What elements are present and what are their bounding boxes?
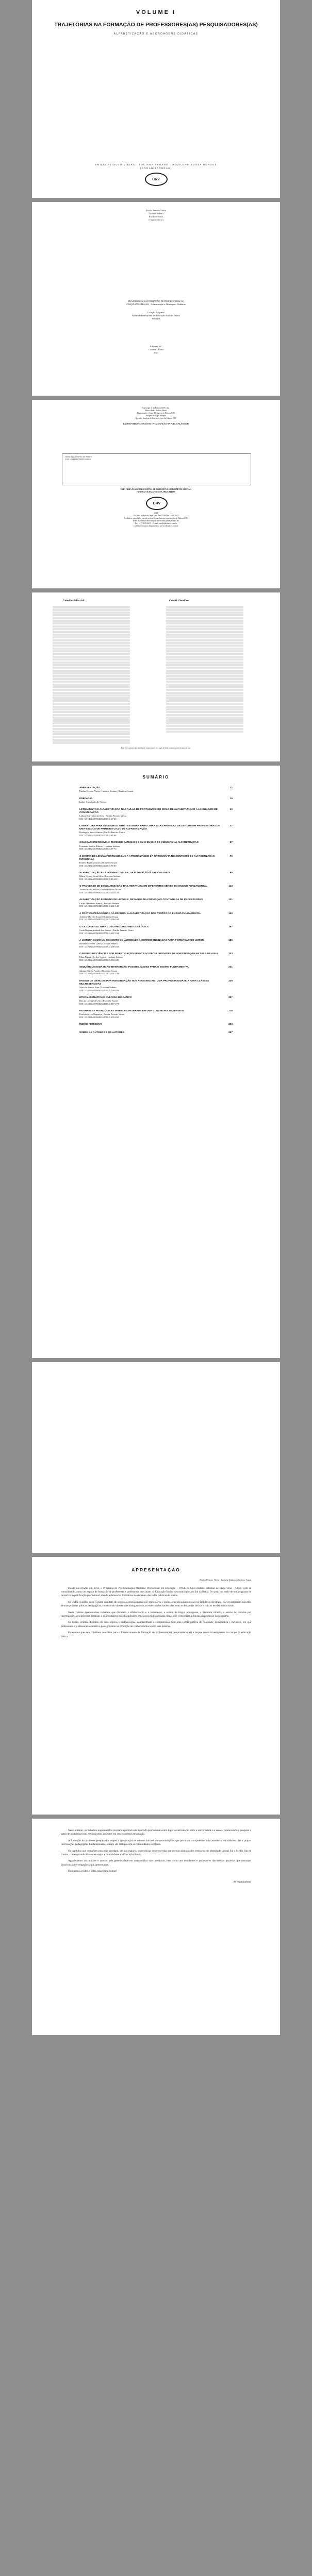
cover-image-line: Imagem da Capa: Freepik bbox=[145, 415, 167, 417]
committee-member bbox=[166, 706, 243, 708]
summary-entry[interactable] bbox=[79, 980, 233, 992]
council-member bbox=[53, 714, 130, 716]
committee-member bbox=[166, 684, 243, 686]
committee-member bbox=[166, 714, 243, 716]
council-member bbox=[53, 667, 130, 669]
council-member bbox=[53, 664, 130, 666]
organizers-role: (Organizadoras) bbox=[149, 218, 163, 221]
council-member bbox=[53, 634, 130, 636]
summary-entry-page: 75 bbox=[229, 855, 233, 858]
summary-entry[interactable] bbox=[79, 808, 233, 820]
book-subtitle: ALFABETIZAÇÃO E ABORDAGENS DIDÁTICAS bbox=[113, 32, 199, 36]
summary-entry-title-row bbox=[79, 980, 233, 986]
council-member bbox=[53, 628, 130, 630]
committee-member bbox=[166, 634, 243, 636]
committee-member bbox=[166, 675, 243, 677]
summary-entry[interactable] bbox=[79, 1023, 233, 1026]
summary-entry-page: 19 bbox=[229, 808, 233, 811]
review-line: Revisão: Analista de Escrita e Artes da Editora CRV bbox=[135, 417, 177, 419]
summary-entry-title: COLEÇÃO EMERGÊNCIA: TECENDO CAMINHOS COM O ENSINO DE CIÊNCIAS NA ALFABETIZAÇÃO bbox=[79, 841, 199, 844]
summary-entry-page: 203 bbox=[228, 953, 233, 956]
committee-member bbox=[166, 670, 243, 672]
volume-label: VOLUME I bbox=[136, 9, 176, 15]
title-block bbox=[32, 300, 280, 320]
editor-line: Editor-chefe: Railson Moura bbox=[144, 410, 168, 412]
summary-entry-doi[interactable]: DOI: 10.24824/978652510000.0.221-238 bbox=[79, 972, 119, 975]
council-member bbox=[53, 722, 130, 724]
summary-entry-title-row bbox=[79, 841, 233, 844]
council-member bbox=[53, 650, 130, 652]
committee-member bbox=[166, 650, 243, 652]
publisher-logo: CRV bbox=[145, 173, 168, 186]
cip-heading: DADOS INTERNACIONAIS DE CATALOGAÇÃO NA PUBLICAÇÃO (CIP) bbox=[123, 423, 189, 425]
committee-member bbox=[166, 656, 243, 658]
committee-member bbox=[166, 731, 243, 733]
title-line: TRAJETÓRIAS NA FORMAÇÃO DE PROFESSORES(AS) bbox=[128, 300, 184, 302]
committee-member bbox=[166, 681, 243, 683]
council-member bbox=[53, 620, 130, 622]
title-page bbox=[32, 202, 280, 396]
copyright-page bbox=[32, 400, 280, 588]
presentation-continued-page bbox=[32, 1819, 280, 2035]
committee-member bbox=[166, 648, 243, 650]
presentation-signature: As organizadoras bbox=[233, 1880, 251, 1884]
digital-notice bbox=[32, 488, 280, 494]
council-member bbox=[53, 672, 130, 674]
council-member bbox=[53, 614, 130, 616]
council-member bbox=[53, 736, 130, 738]
council-member bbox=[53, 719, 130, 721]
legal-line: Todos os direitos desta edição reservados pela Editora CRV bbox=[133, 520, 179, 522]
summary-entry-page: 239 bbox=[228, 979, 233, 982]
summary-entry-page: 257 bbox=[228, 996, 233, 999]
summary-entry-doi[interactable]: DOI: 10.24824/978652510000.0.19-36 bbox=[79, 817, 117, 820]
presentation-authors: Emilia Peixoto Vieira | Luciana Sedano | Rozilene Souza bbox=[200, 1579, 251, 1581]
committee-member bbox=[166, 645, 243, 647]
title-line: PESQUISADORES(AS) - Alfabetização e Abordagens Didáticas bbox=[126, 303, 186, 306]
summary-entry-authors: Patrícia Alves Nogueira | Emilia Peixoto Vieira bbox=[79, 1013, 124, 1016]
council-member bbox=[53, 733, 130, 735]
committee-member bbox=[166, 620, 243, 622]
cover-organizers: EMILIA PEIXOTO VIEIRA · LUCIANA SEDANO · ROZILENE SOUSA BORGES bbox=[95, 163, 217, 166]
council-member bbox=[53, 653, 130, 655]
summary-entry-doi[interactable]: DOI: 10.24824/978652510000.0.37-56 bbox=[79, 834, 117, 837]
paragraph: Os capítulos que compõem esta obra abordam, em sua maioria, experiências desenvolvidas em escolas públicas dos territórios de identidade Litoral Sul e Médio Rio de Contas, contemplando diferentes etapas e modalidades da Educação Básica. bbox=[61, 1849, 251, 1857]
imprint-block bbox=[32, 345, 280, 354]
committee-member bbox=[166, 608, 243, 611]
council-member bbox=[53, 658, 130, 660]
summary-entry-title-row bbox=[79, 1031, 233, 1035]
summary-entry-authors: Rita de Cássia Oliveira | Rozilene Souza bbox=[79, 999, 118, 1003]
summary-entry-doi[interactable]: DOI: 10.24824/978652510000.0.95-112 bbox=[79, 877, 118, 880]
summary-entry-authors: Lidiane Carvalho da Silva | Emilia Peixoto Vieira bbox=[79, 815, 127, 817]
summary-entry-title: A LEITURA COMO UM CONCEITO DE VARIEDADE A SERREM ENSINADAS PARA FORMAÇÃO DO LEITOR bbox=[79, 939, 204, 942]
peer-review-note: Este livro passou por avaliação e aprovação às cegas de dois ou mais pareceristas ad hoc. bbox=[121, 747, 191, 749]
committee-member bbox=[166, 725, 243, 727]
summary-entry-title: ETNOMATEMÁTICA E CULTURA DO CAMPO bbox=[79, 996, 132, 999]
summary-entry[interactable] bbox=[79, 966, 233, 975]
summary-entry-doi[interactable]: DOI: 10.24824/978652510000.0.57-74 bbox=[79, 848, 117, 851]
council-list bbox=[53, 606, 130, 744]
summary-entry-title: ENSINO DE CIÊNCIAS POR INVESTIGAÇÃO NOS ANOS INICIAIS: UMA PROPOSTA DIDÁTICA PARA CLASSES MULTISSERIADAS bbox=[79, 979, 209, 986]
legal-block bbox=[32, 512, 280, 528]
summary-entry[interactable] bbox=[79, 1031, 233, 1035]
council-member bbox=[53, 606, 130, 608]
summary-entry-doi[interactable]: DOI: 10.24824/978652510000.0.275-292 bbox=[79, 1016, 119, 1019]
cover-organizers-role: (ORGANIZADORAS) bbox=[140, 167, 172, 170]
summary-entry-page: 185 bbox=[228, 939, 233, 942]
contact-line: Tel.: (41) 3039-6418 - E-mail: sac@editoracrv.com.br bbox=[135, 522, 177, 524]
summary-entry-authors: Juliana Pereira Araújo | Rozilene Souza bbox=[79, 969, 117, 972]
committee-member bbox=[166, 694, 243, 697]
copyright-block bbox=[53, 407, 259, 426]
council-member bbox=[53, 656, 130, 658]
committee-heading: Comitê Científico: bbox=[169, 600, 190, 602]
council-member bbox=[53, 645, 130, 647]
series-line: Coleção Programa bbox=[147, 311, 165, 314]
paragraph: Os textos reunidos neste volume resultam de pesquisas desenvolvidas por professores e professoras pesquisadores(as) no âmbito do mestrado, que investigaram aspectos de suas próprias práticas pedagógicas, construindo saberes que dialogam com as necessidades das escolas, com as demandas sociais e com as teorias educacionais. bbox=[61, 1600, 251, 1608]
council-member bbox=[53, 636, 130, 638]
publication-year: 2024 bbox=[154, 351, 158, 354]
summary-entry-page: 11 bbox=[229, 787, 233, 789]
summary-entry-doi[interactable]: DOI: 10.24824/978652510000.0.257-274 bbox=[79, 1002, 119, 1005]
committee-member bbox=[166, 728, 243, 730]
council-member bbox=[53, 711, 130, 713]
presentation-heading: APRESENTAÇÃO bbox=[132, 1567, 180, 1572]
committee-member bbox=[166, 653, 243, 655]
committee-member bbox=[166, 719, 243, 721]
council-member bbox=[53, 686, 130, 688]
council-member bbox=[53, 706, 130, 708]
summary-entry[interactable] bbox=[79, 996, 233, 1005]
committee-member bbox=[166, 717, 243, 719]
summary-entry-page: 221 bbox=[228, 966, 233, 969]
committee-member bbox=[166, 642, 243, 644]
council-member bbox=[53, 708, 130, 710]
summary-entry-title: INTERFACES PEDAGÓGICAS INTERDISCIPLINARES EM UMA CLASSE MULTISSERIADA bbox=[79, 1010, 184, 1013]
summary-entry[interactable] bbox=[79, 855, 233, 867]
council-member bbox=[53, 670, 130, 672]
summary-entry-title: LITERATURA PARA OS ALUNOS: UMA TESSITURA PARA CRIAR DUAS PRÁTICAS DE LEITURA EM PROFESSORAS DE UMA ESCOLA DE PRIMEIRO CICLO DE ALFABETIZAÇÃO bbox=[79, 825, 220, 831]
summary-entry-doi[interactable]: DOI: 10.24824/978652510000.0.185-202 bbox=[79, 945, 119, 948]
committee-list bbox=[166, 606, 243, 733]
summary-entry-authors: Taiana Rocha Souza | Emilia Peixoto Vieira bbox=[79, 888, 121, 891]
summary-entry[interactable] bbox=[79, 899, 233, 907]
committee-member bbox=[166, 628, 243, 630]
summary-entry[interactable] bbox=[79, 939, 233, 948]
committee-member bbox=[166, 700, 243, 702]
summary-entry-page: 149 bbox=[228, 912, 233, 915]
council-member bbox=[53, 662, 130, 664]
summary-entry-authors: Ivanete Pereira Santos | Rozilene Souza bbox=[79, 861, 117, 865]
summary-entry-doi[interactable]: DOI: 10.24824/978652510000.0.239-256 bbox=[79, 989, 119, 992]
summary-entry-title-row bbox=[79, 899, 233, 902]
committee-member bbox=[166, 636, 243, 638]
committee-member bbox=[166, 622, 243, 624]
committee-member bbox=[166, 689, 243, 691]
summary-entry[interactable] bbox=[79, 787, 233, 793]
council-heading: Conselho Editorial: bbox=[63, 600, 85, 602]
summary-heading: SUMÁRIO bbox=[142, 775, 170, 779]
paragraph: Nessa direção, os trabalhos aqui reunidos revelam a potência do mestrado profissional como lugar de articulação entre a universidade e a escola, promovendo a pesquisa a partir de problemas reais vividos pelos docentes em seus contextos de atuação. bbox=[61, 1829, 251, 1836]
summary-entry-title-row bbox=[79, 1023, 233, 1026]
committee-member bbox=[166, 722, 243, 724]
summary-entry[interactable] bbox=[79, 953, 233, 961]
summary-entry-title: O ENSINO DE LÍNGUA PORTUGUESA E A APRENDIZAGEM DA ORTOGRAFIA NO CONTEXTO DE ALFABETIZAÇÃO INTEGRADA bbox=[79, 855, 215, 861]
council-member bbox=[53, 681, 130, 683]
summary-entry-title-row bbox=[79, 912, 233, 916]
council-member bbox=[53, 684, 130, 686]
summary-entry-doi[interactable]: DOI: 10.24824/978652510000.0.75-94 bbox=[79, 864, 117, 867]
summary-entry-authors: Adriana Moreira Souza | Rozilene Souza bbox=[79, 915, 119, 918]
summary-entry-title: ALFABETIZAÇÃO E LETRAMENTO A LER: DA FORMAÇÃO À SALA DE AULA bbox=[79, 872, 170, 875]
summary-entry-authors: Rosângela Souza Santos | Emilia Peixoto Vieira bbox=[79, 831, 125, 834]
summary-entry-doi[interactable]: DOI: 10.24824/978652510000.0.167-184 bbox=[79, 931, 119, 935]
paragraph: Desde sua criação em 2013, o Programa de Pós-Graduação Mestrado Profissional em Educação – PPGE da Universidade Estadual de Santa Cruz – UESC vem se consolidando como um espaço de formação de professores e professoras que atuam na Educação Básica dos municípios do Sul da Bahia. O curso, por meio de um programa de incentivo à qualificação profissional, atende a demandas formativas de docentes das redes públicas de ensino. bbox=[61, 1586, 251, 1598]
summary-entry-title-row bbox=[79, 825, 233, 831]
council-member bbox=[53, 697, 130, 699]
summary-entry[interactable] bbox=[79, 1010, 233, 1019]
council-member bbox=[53, 642, 130, 644]
design-line: Diagramação e Capa: Designers da Editora CRV bbox=[137, 412, 175, 414]
legal-year: 2024 bbox=[154, 512, 158, 514]
summary-entry-title: ALFABETIZAÇÃO E ENSINO DE LEITURA: DESAFIOS NA FORMAÇÃO CONTINUADA DE PROFESSORES bbox=[79, 899, 203, 902]
committee-member bbox=[166, 703, 243, 705]
summary-entry[interactable] bbox=[79, 885, 233, 894]
committee-member bbox=[166, 617, 243, 619]
legal-line: Foi feito o depósito legal conf. Lei 10.994 de 14/12/2004 bbox=[134, 515, 178, 517]
committee-member bbox=[166, 664, 243, 666]
summary-entry-authors: Fernanda Santos Ribeiro | Luciana Sedano bbox=[79, 844, 120, 848]
book-title: TRAJETÓRIAS NA FORMAÇÃO DE PROFESSORES(AS) PESQUISADORES(AS) bbox=[54, 22, 258, 28]
council-member bbox=[53, 741, 130, 743]
committee-member bbox=[166, 697, 243, 699]
summary-entry-title-row bbox=[79, 966, 233, 969]
council-member bbox=[53, 692, 130, 694]
summary-entry-doi[interactable]: DOI: 10.24824/978652510000.0.131-148 bbox=[79, 905, 119, 908]
summary-entry-page: 293 bbox=[228, 1023, 233, 1026]
council-member bbox=[53, 631, 130, 633]
publisher-city: Curitiba – Brasil bbox=[148, 348, 164, 351]
publisher-name: Editora CRV bbox=[150, 345, 162, 348]
council-member bbox=[53, 689, 130, 691]
summary-entry-authors: Emilia Peixoto Vieira | Luciana Sedano | Rozilene Souza bbox=[79, 790, 134, 793]
summary-entry-title-row bbox=[79, 855, 233, 861]
council-member bbox=[53, 717, 130, 719]
summary-entry-title: PREFÁCIO bbox=[79, 797, 92, 800]
paragraph: A formação do professor pesquisador requer a apropriação de referenciais teórico-metodológicos que permitam compreender criticamente a realidade escolar e propor intervenções pedagógicas fundamentadas, sempre em diálogo com as comunidades escolares. bbox=[61, 1839, 251, 1846]
summary-entry-title: SEQUÊNCIAS DIDÁTICAS INTERATIVAS: POSSIBILIDADES PARA O ENSINO FUNDAMENTAL bbox=[79, 966, 189, 969]
summary-entry-authors: Marcelo Santos Pires | Luciana Sedano bbox=[79, 986, 117, 989]
summary-entry-page: 37 bbox=[229, 825, 233, 827]
summary-entry-authors: Lucas Fernandes Santos | Luciana Sedano bbox=[79, 902, 120, 905]
cip-record-box bbox=[62, 453, 251, 485]
summary-entry[interactable] bbox=[79, 926, 233, 935]
website-line: Conheça os nossos lançamentos: www.editoracrv.com.br bbox=[134, 525, 178, 527]
blank-page bbox=[32, 1362, 280, 1553]
summary-entry[interactable] bbox=[79, 798, 233, 804]
isbn-line: ISBN Digital 978-65-251-0000-0 bbox=[65, 456, 92, 458]
summary-entry[interactable] bbox=[79, 841, 233, 850]
summary-entry-title: SOBRE AS AUTORAS E OS AUTORES bbox=[79, 1031, 124, 1034]
series-line: Mestrado Profissional em Educação da UESC Bahia bbox=[132, 314, 180, 317]
committee-member bbox=[166, 708, 243, 710]
council-member bbox=[53, 622, 130, 624]
paragraph: Esperamos que esta coletânea contribua para o fortalecimento da formação de professores(as) pesquisadores(as) e inspire novas investigações no campo da educação básica. bbox=[61, 1631, 251, 1638]
council-member bbox=[53, 617, 130, 619]
council-member bbox=[53, 648, 130, 650]
summary-entry-page: 275 bbox=[228, 1010, 233, 1013]
summary-entry-page: 167 bbox=[228, 925, 233, 928]
committee-member bbox=[166, 658, 243, 660]
summary-entry-page: 57 bbox=[229, 841, 233, 844]
committee-member bbox=[166, 662, 243, 664]
summary-entry[interactable] bbox=[79, 912, 233, 921]
summary-entry-title: O CICLO DE CULTURA COMO RECURSO METODOLÓGICO bbox=[79, 925, 149, 928]
summary-entry-page: 95 bbox=[229, 872, 233, 875]
summary-entry-title: A PRÁTICA PEDAGÓGICA NA ESCRITA: A ALFABETIZAÇÃO DOS TEXTOS NO ENSINO FUNDAMENTAL bbox=[79, 912, 201, 915]
committee-member bbox=[166, 625, 243, 628]
council-member bbox=[53, 675, 130, 677]
organizers-block bbox=[32, 209, 280, 222]
summary-entry-page: 15 bbox=[229, 797, 233, 800]
digital-line: ESTA OBRA TAMBÉM ENCONTRA-SE DISPONÍVEL EM FORMATO DIGITAL. bbox=[120, 488, 192, 490]
summary-entry-title: O ENSINO DE CIÊNCIAS POR INVESTIGAÇÃO FRENTE AO PECULIARIDADES DA INVESTIGAÇÃO NA SALA DE AULA bbox=[79, 953, 218, 956]
organizer-name: Luciana Sedano bbox=[149, 212, 163, 215]
committee-member bbox=[166, 614, 243, 616]
summary-entry[interactable] bbox=[79, 825, 233, 837]
series-line: Volume I bbox=[152, 317, 160, 320]
organizer-name: Rozilene Souza bbox=[149, 215, 163, 218]
cover-page bbox=[32, 0, 280, 198]
summary-entry-doi[interactable]: DOI: 10.24824/978652510000.0.203-220 bbox=[79, 959, 119, 962]
paragraph: Os textos, embora distintos em seus objetos e metodologias, compartilham o compromisso com uma escola pública de qualidade, democrática e inclusiva, em que professores e professoras assumem o protagonismo na produção de conhecimentos sobre suas práticas. bbox=[61, 1621, 251, 1628]
summary-entry-title-row bbox=[79, 808, 233, 815]
council-member bbox=[53, 639, 130, 641]
summary-list bbox=[79, 787, 233, 1035]
summary-entry-title: O PROCESSO DE ESCOLARIZAÇÃO DA LITERATURA EM DIFERENTES SÉRIES DO ENSINO FUNDAMENTAL bbox=[79, 885, 208, 888]
summary-entry-page: 113 bbox=[228, 885, 233, 888]
council-member bbox=[53, 728, 130, 730]
summary-entry-title: APRESENTAÇÃO bbox=[79, 787, 100, 789]
paragraph: Desejamos a todos e todas uma ótima leitura! bbox=[68, 1870, 117, 1873]
council-member bbox=[53, 694, 130, 697]
summary-entry-authors: Carla Regina Andrade dos Santos | Emilia Peixoto Vieira bbox=[79, 929, 134, 932]
council-member bbox=[53, 739, 130, 741]
summary-entry-title: ÍNDICE REMISSIVO bbox=[79, 1023, 103, 1026]
council-member bbox=[53, 725, 130, 727]
committee-member bbox=[166, 606, 243, 608]
council-member bbox=[53, 703, 130, 705]
summary-entry-page: 297 bbox=[228, 1031, 233, 1034]
committee-member bbox=[166, 692, 243, 694]
summary-entry-doi[interactable]: DOI: 10.24824/978652510000.0.149-166 bbox=[79, 918, 119, 921]
committee-member bbox=[166, 672, 243, 674]
council-member bbox=[53, 625, 130, 628]
council-member bbox=[53, 700, 130, 702]
summary-entry-title: LETRAMENTO E ALFABETIZAÇÃO NAS AULAS DE PORTUGUÊS: DO CICLO DE ALFABETIZAÇÃO À LINGUAGEM DE COMUNICAÇÃO bbox=[79, 808, 218, 814]
editorial-council-page bbox=[32, 592, 280, 761]
committee-member bbox=[166, 612, 243, 614]
summary-entry-authors: Daniela Moreira Lima | Luciana Sedano bbox=[79, 942, 118, 945]
legal-line: Proibida a reprodução parcial ou total desta obra sem autorização da Editora CRV bbox=[124, 517, 188, 519]
council-member bbox=[53, 608, 130, 611]
summary-entry-authors: Isabel Jesus Sales de Freitas bbox=[79, 801, 106, 803]
publisher-logo: CRV bbox=[146, 497, 168, 510]
council-member bbox=[53, 612, 130, 614]
paragraph: Neste volume apresentamos trabalhos que discutem a alfabetização e o letramento, o ensino de língua portuguesa, a literatura infantil, o ensino de ciências por investigação, as sequências didáticas e as abordagens interdisciplinares em classes multisseriadas, temas que evidenciam a riqueza da produção do programa. bbox=[61, 1611, 251, 1618]
organizer-name: Emilia Peixoto Vieira bbox=[146, 209, 166, 212]
summary-entry-authors: Maria Helena Lima Silva | Luciana Sedano bbox=[79, 875, 121, 878]
committee-member bbox=[166, 631, 243, 633]
council-member bbox=[53, 731, 130, 733]
summary-page bbox=[32, 766, 280, 1358]
app-line: CONHEÇA E BAIXE NOSSO APLICATIVO! bbox=[136, 491, 176, 493]
summary-entry[interactable] bbox=[79, 872, 233, 880]
summary-entry-doi[interactable]: DOI: 10.24824/978652510000.0.113-130 bbox=[79, 891, 119, 894]
committee-member bbox=[166, 678, 243, 680]
committee-member bbox=[166, 711, 243, 713]
doi-line: DOI 10.24824/978652510000.0 bbox=[65, 459, 91, 461]
presentation-page bbox=[32, 1557, 280, 1815]
paragraph: Agradecemos aos autores e autoras pela generosidade em compartilhar suas pesquisas, bem como aos estudantes e professores das escolas parceiras que tornaram possíveis as investigações aqui apresentadas. bbox=[61, 1859, 251, 1867]
copyright-line: Copyright © da Editora CRV Ltda. bbox=[142, 407, 170, 409]
committee-member bbox=[166, 639, 243, 641]
council-member bbox=[53, 678, 130, 680]
summary-entry-authors: Edna Figueiredo dos Santos | Luciana Sedano bbox=[79, 956, 123, 959]
committee-member bbox=[166, 686, 243, 688]
committee-member bbox=[166, 667, 243, 669]
summary-entry-page: 131 bbox=[228, 899, 233, 902]
